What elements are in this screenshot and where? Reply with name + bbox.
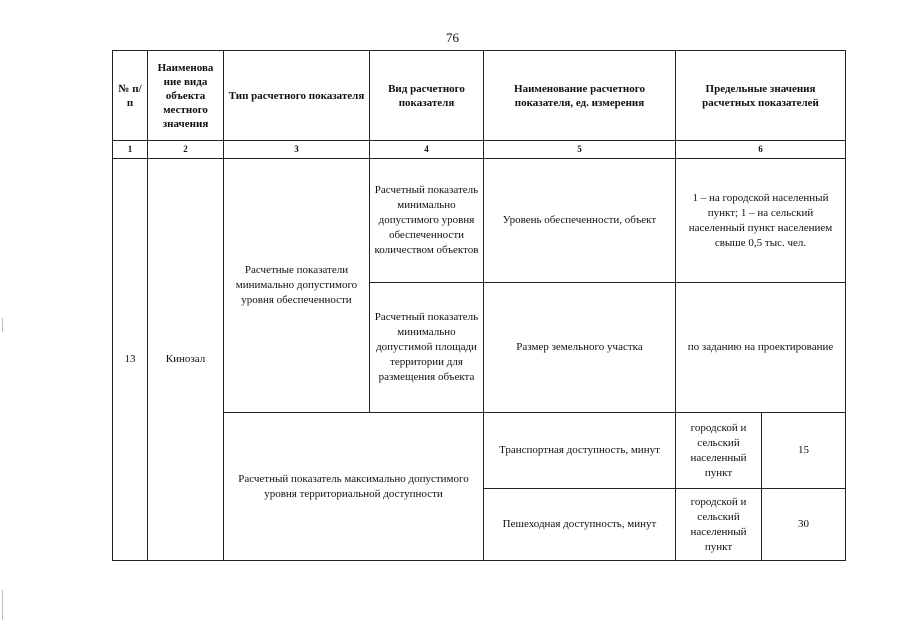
walking-minutes-value: 30 <box>762 489 846 561</box>
column-number-2: 2 <box>148 141 224 159</box>
indicator-type-max: Расчетный показатель максимально допустимого уровня территориальной доступности <box>224 413 484 561</box>
scan-edge-mark <box>2 318 3 332</box>
header-object-name: Наименова ние вида объекта местного значения <box>148 51 224 141</box>
scan-edge-mark <box>2 590 3 620</box>
walking-settlement-label: городской и сельский населенный пункт <box>676 489 762 561</box>
indicator-kind-count: Расчетный показатель минимально допустимого уровня обеспеченности количеством объектов <box>370 159 484 283</box>
table-row <box>113 159 846 283</box>
column-number-5: 5 <box>484 141 676 159</box>
transport-minutes-value: 15 <box>762 413 846 489</box>
limit-value-land-plot: по заданию на проектирование <box>676 283 846 413</box>
header-indicator-name: Наименование расчетного показателя, ед. измерения <box>484 51 676 141</box>
indicator-supply-level: Уровень обеспеченности, объект <box>484 159 676 283</box>
column-number-row <box>113 141 846 159</box>
indicator-type-min: Расчетные показатели минимально допустимого уровня обеспеченности <box>224 159 370 413</box>
transport-settlement-label: городской и сельский населенный пункт <box>676 413 762 489</box>
norms-table <box>112 50 846 561</box>
indicator-land-plot-size: Размер земельного участка <box>484 283 676 413</box>
header-number: № п/п <box>113 51 148 141</box>
page-number: 76 <box>446 30 459 45</box>
indicator-walking-access: Пешеходная доступность, минут <box>484 489 676 561</box>
header-indicator-kind: Вид расчетного показателя <box>370 51 484 141</box>
column-number-6: 6 <box>676 141 846 159</box>
header-row <box>113 51 846 141</box>
row-number: 13 <box>113 159 148 561</box>
header-limit-values: Предельные значения расчетных показателей <box>676 51 846 141</box>
indicator-kind-area: Расчетный показатель минимально допустимой площади территории для размещения объекта <box>370 283 484 413</box>
header-indicator-type: Тип расчетного показателя <box>224 51 370 141</box>
column-number-1: 1 <box>113 141 148 159</box>
indicator-transport-access: Транспортная доступность, минут <box>484 413 676 489</box>
column-number-3: 3 <box>224 141 370 159</box>
column-number-4: 4 <box>370 141 484 159</box>
limit-value-supply: 1 – на городской населенный пункт; 1 – на сельский населенный пункт населением свыше 0,5 тыс. чел. <box>676 159 846 283</box>
object-name: Кинозал <box>148 159 224 561</box>
